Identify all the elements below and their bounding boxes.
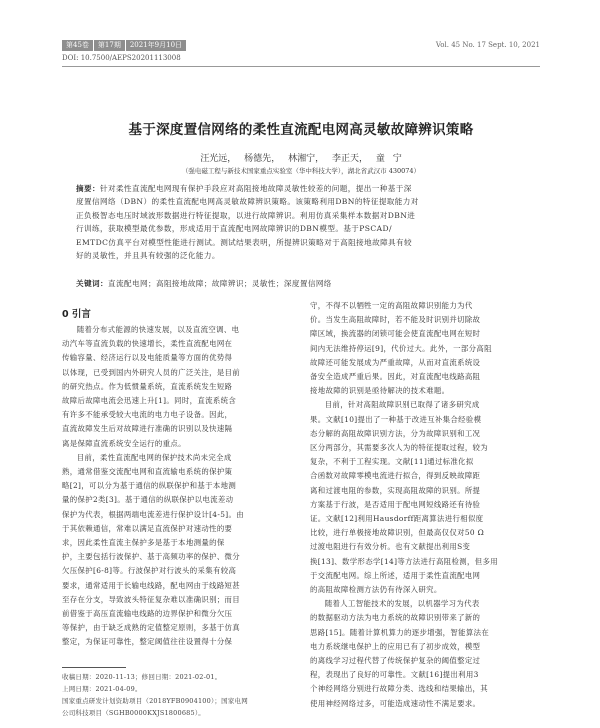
body-text-line: 于其依赖通信，常难以满足直流保护对速动性的要 [62,523,233,533]
author: 林湘宁 [288,154,316,164]
body-text-line: 护，主要包括行波保护、基于高频功率的保护、微分 [62,552,241,562]
abstract-line: 针对柔性直流配电网现有保护手段应对高阻接地故障灵敏性较差的问题，提出一种基于深 [99,184,412,193]
body-text-line: 欠压保护[6-8]等。行波保护对行波头的采集有较高 [62,566,237,576]
body-text-line: 求，因此柔性直流主保护多是基于本地测量的保 [62,538,225,548]
volume-label: 第45卷 [62,40,93,51]
abstract-label: 摘要： [76,184,100,193]
author: 杨德先 [244,154,272,164]
body-text-line: 备安全造成严重后果。因此，对直流配电线路高阻 [310,372,481,382]
body-text-line: 障区域，换流器的闭锁可能会使直流配电网在短时 [310,329,481,339]
body-text-line: 保护为代表，根据两端电流差进行保护设计[4-5]。由 [62,509,244,519]
footnote-line: 公司科技项目（SGHB0000KXJS1800685）。 [62,709,205,717]
body-text-line: 个神经网络分别进行故障分类、选线和结果输出，其 [310,684,489,694]
header-rule [62,66,540,67]
body-text-line: 离是保障直流系统安全运行的重点。 [62,438,186,448]
paper-title: 基于深度置信网络的柔性直流配电网高灵敏故障辨识策略 [128,122,474,138]
body-text-line: 至存在分支，导致波头特征复杂难以准确识别；而目 [62,594,241,604]
body-text-line: 熟，通常借鉴交流配电网和直流输电系统的保护策 [62,467,233,477]
footnote-line: 上网日期：2021-04-09。 [62,685,142,693]
body-text-line: 的研究热点。作为低惯量系统，直流系统发生短路 [62,381,233,391]
body-text-line: 于交流配电网。综上所述，适用于柔性直流配电网 [310,570,481,580]
body-text-line: 故障后故障电流会迅速上升[1]。同时，直流系统含 [62,396,237,406]
abstract-line: 好的灵敏性，并且具有较强的泛化能力。 [76,251,220,261]
body-text-line: 果。文献[10]提出了一种基于改进互补集合经验模 [310,414,482,424]
body-column-left [62,323,294,650]
body-text-line: 使用神经网络过多，可能造成速动性不满足要求。 [310,698,481,708]
doi: DOI: 10.7500/AEPS20201113008 [62,54,181,62]
body-text-line: 价。当发生高阻故障时，若不能及时识别并切除故 [310,315,481,325]
abstract-line: EMTDC仿真平台对模型性能进行测试。测试结果表明，所提辨识策略对于高阻接地故障具有较 [76,237,413,247]
abstract-line: 行训练，获取模型最优参数，形成适用于直流配电网故障辨识的DBN模型。基于PSCAD/ [76,224,392,234]
body-text-line: 的高阻故障检测方法仍有待深入研究。 [310,585,442,595]
affiliation: （强电磁工程与新技术国家重点实验室（华中科技大学），湖北省武汉市 430074） [181,167,421,175]
body-text-line: 以体现，已受到国内外研究人员的广泛关注，是目前 [62,367,241,377]
abstract-line: 度置信网络（DBN）的柔性直流配电网高灵敏故障辨识策略。该策略利用DBN的特征提取能力对 [76,197,419,207]
body-text-line: 目前，柔性直流配电网的保护技术尚未完全成 [76,452,232,462]
abstract [76,182,524,262]
body-text-line: 随着人工智能技术的发展，以机器学习为代表 [324,599,480,609]
body-text-line: 的数据驱动方法为电力系统的故障识别带来了新的 [310,613,481,623]
body-text-line: 间内无法维持停运[9]，代价过大。此外，一部分高阻 [310,343,492,353]
body-text-line: 离和过渡电阻的参数，实现高阻故障的识别。所提 [310,485,481,495]
body-text-line: 动汽车等直流负载的快速增长，柔性直流配电网在 [62,339,233,349]
body-text-line: 守，不得不以牺牲一定的高阻故障识别能力为代 [310,301,473,310]
body-text-line: 接地故障的识别是亟待解决的技术难题。 [310,386,450,396]
body-text-line: 略[2]，可以分为基于通信的纵联保护和基于本地测 [62,481,237,491]
footnote-line: 国家重点研发计划资助项目（2018YFB0904100）；国家电网 [62,697,248,705]
author-list: 汪光远， 杨德先， 林湘宁， 李正天， 童 宁 [200,154,402,164]
author: 童 宁 [375,154,402,164]
abstract-line: 正负极智态电压时域波形数据进行特征提取，以进行故障辨识。利用仿真采集样本数据对DBN进 [76,210,416,220]
body-text-line: 换[13]、数学形态学[14]等方法进行高阻检测，但多用 [310,556,498,566]
keywords [76,277,524,290]
body-text-line: 整定，为保证可靠性，整定阈值往往设置得十分保 [62,637,233,647]
body-text-line: 随着分布式能源的快速发展，以及直流空调、电 [76,325,240,334]
journal-volume-en: Vol. 45 No. 17 Sept. 10, 2021 [435,41,540,49]
body-text-line: 证。文献[12]利用Hausdorff距离算法进行相似度 [310,514,484,524]
body-text-line: 复杂，不利于工程实现。文献[11]通过标准化拟 [310,457,474,467]
footnotes [62,671,294,719]
keywords-label: 关键词： [76,279,108,288]
body-text-line: 态分解的高阻故障识别方法，分为故障识别和工况 [310,428,481,438]
body-text-line: 程，表现出了良好的可靠性。文献[16]提出利用3 [310,670,479,680]
body-text-line: 合函数对故障零模电流进行拟合，得到反映故障距 [310,471,481,481]
footnote-rule [62,667,126,668]
body-text-line: 量的保护2类[3]。基于通信的纵联保护以电流差动 [62,495,234,505]
author: 李正天 [331,154,359,164]
body-text-line: 方案基于行波，是否适用于配电网短线路还有待验 [310,499,481,509]
keywords-text: 直流配电网；高阻接地故障；故障辨识；灵敏性；深度置信网络 [107,279,332,288]
body-text-line: 过渡电阻进行有效分析。也有文献提出利用S变 [310,542,471,552]
body-text-line: 直流故障发生后对故障进行准确的识别以及快速隔 [62,424,233,434]
body-text-line: 有许多不能承受较大电流的电力电子设备。因此， [62,410,233,420]
journal-issue-badge [62,40,186,51]
author: 汪光远 [200,154,228,164]
body-text-line: 等保护，由于缺乏成熟的定值整定原则，多基于仿真 [62,623,241,633]
body-text-line: 区分两部分，其需要多次人为的特征提取过程，较为 [310,443,489,453]
body-text-line: 的离线学习过程代替了传统保护复杂的阈值整定过 [310,656,481,666]
body-text-line: 前借鉴于高压直流输电线路的边界保护和微分欠压 [62,609,233,619]
issue-label: 第17期 [94,40,125,51]
body-text-line: 目前，针对高阻故障识别已取得了诸多研究成 [324,400,480,410]
section-heading: 0 引言 [62,309,91,320]
body-text-line: 故障还可能发展成为严重故障，从而对直流系统设 [310,357,481,367]
body-column-right [310,299,538,711]
body-text-line: 思路[15]。随着计算机算力的逐步增强，智能算法在 [310,627,490,637]
body-text-line: 比较，进行单极接地故障识别，但最高仅仅对50 Ω [310,528,485,538]
date-label: 2021年9月10日 [126,40,186,51]
body-text-line: 传输容量、经济运行以及电能质量等方面的优势得 [62,353,233,363]
body-text-line: 要求，通常适用于长输电线路，配电网由于线路短甚 [62,580,241,590]
footnote-line: 收稿日期：2020-11-13；修回日期：2021-02-01。 [62,673,222,681]
body-text-line: 电力系统继电保护上的应用已有了初步成效，模型 [310,641,481,651]
